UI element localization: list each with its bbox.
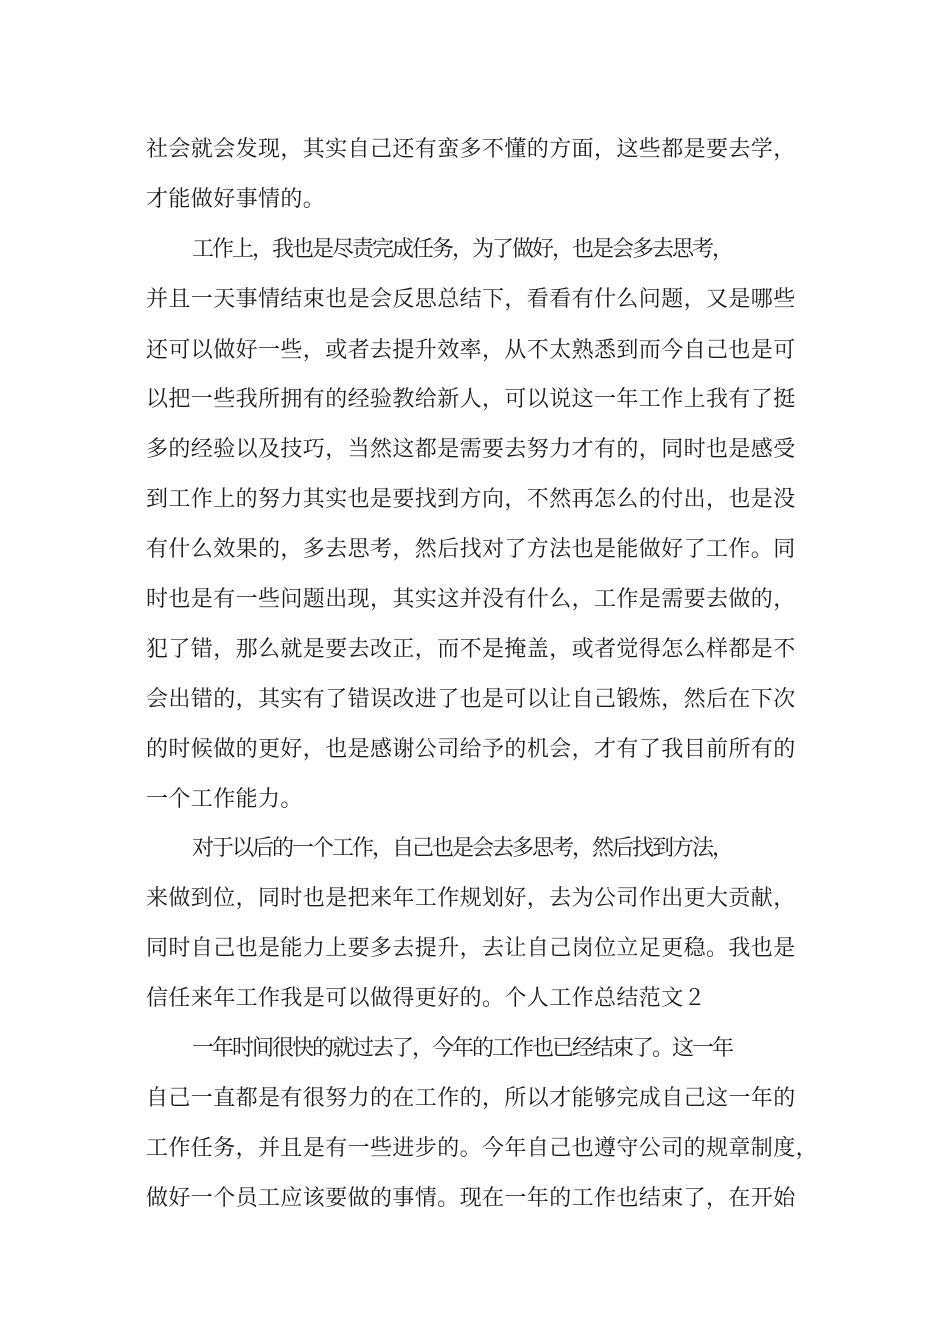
text-line: 会出错的，其实有了错误改进了也是可以让自己锻炼，然后在下次 bbox=[146, 687, 796, 712]
text-line: 时也是有一些问题出现，其实这并没有什么，工作是需要去做的， bbox=[146, 587, 796, 612]
text-line: 一个工作能力。 bbox=[146, 787, 303, 812]
text-line: 来做到位，同时也是把来年工作规划好，去为公司作出更大贡献， bbox=[146, 886, 796, 911]
text-line: 做好一个员工应该要做的事情。现在一年的工作也结束了，在开始 bbox=[146, 1186, 796, 1211]
text-line: 犯了错，那么就是要去改正，而不是掩盖，或者觉得怎么样都是不 bbox=[146, 637, 796, 662]
text-line: 到工作上的努力其实也是要找到方向，不然再怎么的付出，也是没 bbox=[146, 487, 796, 512]
text-line: 以把一些我所拥有的经验教给新人，可以说这一年工作上我有了挺 bbox=[146, 387, 796, 412]
paragraph-first-line: 对于以后的一个工作，自己也是会去多思考，然后找到方法， bbox=[192, 836, 733, 861]
paragraph-first-line: 一年时间很快的就过去了，今年的工作也已经结束了。这一年 bbox=[192, 1036, 733, 1061]
text-line: 多的经验以及技巧，当然这都是需要去努力才有的，同时也是感受 bbox=[146, 437, 796, 462]
text-line: 并且一天事情结束也是会反思总结下，看看有什么问题，又是哪些 bbox=[146, 287, 796, 312]
text-line: 还可以做好一些，或者去提升效率，从不太熟悉到而今自己也是可 bbox=[146, 338, 796, 363]
text-line: 自己一直都是有很努力的在工作的，所以才能够完成自己这一年的 bbox=[146, 1086, 796, 1111]
text-line: 的时候做的更好，也是感谢公司给予的机会，才有了我目前所有的 bbox=[146, 737, 796, 762]
text-line: 信任来年工作我是可以做得更好的。个人工作总结范文２ bbox=[146, 986, 707, 1011]
paragraph-first-line: 工作上，我也是尽责完成任务，为了做好，也是会多去思考， bbox=[192, 237, 733, 262]
text-line: 社会就会发现，其实自己还有蛮多不懂的方面，这些都是要去学， bbox=[146, 137, 796, 162]
text-line: 才能做好事情的。 bbox=[146, 187, 326, 212]
text-line: 同时自己也是能力上要多去提升，去让自己岗位立足更稳。我也是 bbox=[146, 936, 796, 961]
text-line: 工作任务，并且是有一些进步的。今年自己也遵守公司的规章制度， bbox=[146, 1136, 819, 1161]
text-line: 有什么效果的，多去思考，然后找对了方法也是能做好了工作。同 bbox=[146, 537, 796, 562]
